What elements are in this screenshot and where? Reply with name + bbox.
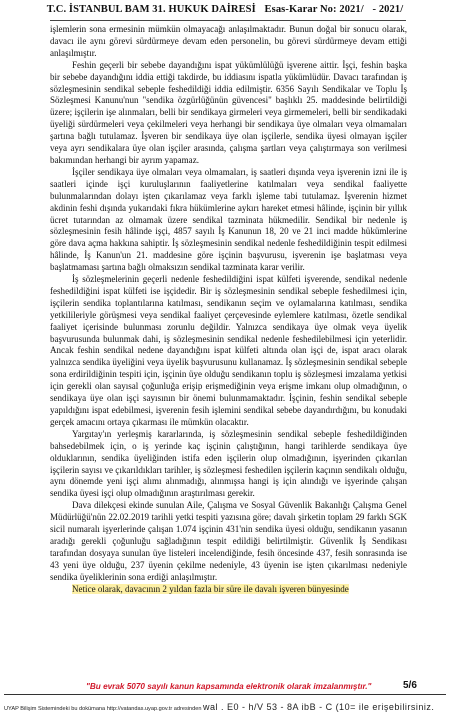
- footer-divider: [4, 694, 446, 695]
- paragraph: İşçiler sendikaya üye olmaları veya olmamaları, iş saatleri dışında veya işverenin izni ile iş saatleri içinde işçi kuruluşlarının faaliyetlerine katılmaları veya sendikal faaliyette bulunmalarından dolayı işten çıkarılamaz veya farklı işleme tabi tutulamaz. İşverenin hizmet akdinin feshi dışında yukarıdaki fıkra hükümlerine aykırı hareket etmesi hâlinde, işçinin bir yıllık ücret tutarından az olmamak üzere sendikal tazminata hükmedilir. Sendikal bir nedenle iş sözleşmesinin fesih hâlinde işçi, 4857 sayılı İş Kanunun 18, 20 ve 21 inci madde hükümlerine göre dava açma hakkına sahiptir. İş sözleşmesinin sendikal nedenle feshedildiğinin tespit edilmesi hâlinde, İş Kanun'un 21. maddesine göre işçinin başvurusu, işverenin işe başlatması veya başlatmaması şartına bağlı olmaksızın sendikal tazminata karar verilir.: [50, 166, 407, 273]
- paragraph: [50, 584, 407, 596]
- paragraph: işlemlerin sona ermesinin mümkün olmayacağı anlaşılmaktadır. Bunun doğal bir sonucu olarak, davacı ile aynı görevi sürdürmeye devam eden personelin, bu görevi sürdürmeye devam ettiği anlaşılmıştır.: [50, 24, 407, 58]
- esas-karar-number: Esas-Karar No: 2021/: [264, 4, 364, 15]
- paragraph: Feshin geçerli bir sebebe dayandığını ispat yükümlülüğü işverene aittir. İşçi, feshin başka bir sebebe dayandığını iddia ettiği takdirde, bu iddiasını ispatla yükümlüdür. Davacı tarafından iş sözleşmesinin sendikal sebeple feshedildiği iddia edilmiştir. 6356 Sayılı Sendikalar ve Toplu İş Sözleşmesi Kanunu'nun "sendika özgürlüğünün güvencesi" başlıklı 25. maddesinde belirtildiği üzere; işçilerin işe alınmaları, belli bir sendikaya girmeleri veya girmemeleri, belli bir sendikadaki üyeliği sürdürmeleri veya çekilmeleri veya herhangi bir sendikaya üye olmaları veya olmamaları şartına bağlı tutulamaz. İşveren bir sendikaya üye olan işçilerle, sendika üyesi olmayan işçiler veya ayrı sendikalara üye olan işçiler arasında, çalışma şartları veya çalıştırmaya son verilmesi bakımından herhangi bir ayrım yapamaz.: [50, 59, 407, 165]
- court-name: T.C. İSTANBUL BAM 31. HUKUK DAİRESİ: [46, 4, 256, 15]
- uyap-text: UYAP Bilişim Sistemindeki bu dokümana http://vatandas.uyap.gov.tr adresinden: [4, 706, 202, 712]
- karar-year: - 2021/: [372, 4, 404, 15]
- uyap-verification-line: [4, 702, 446, 714]
- highlighted-text: Netice olarak, davacının 2 yıldan fazla bir süre ile davalı işveren bünyesinde: [72, 583, 349, 594]
- e-signature-note: "Bu evrak 5070 sayılı kanun kapsamında elektronik olarak imzalanmıştır.": [86, 682, 372, 691]
- paragraph: Dava dilekçesi ekinde sunulan Aile, Çalışma ve Sosyal Güvenlik Bakanlığı Çalışma Genel Müdürlüğü'nün 22.02.2019 tarihli yetki tespiti yazısına göre; davalı şirketin toplam 29 farklı SGK sicil numaralı işyerlerinde çalışan 1.074 işçinin 431'nin sendika üyesi olduğu, sendikanın yasanın aradığı gerekli çoğunluğu sağladığının tespit edildiği belirtilmiştir. Güvenlik İş Sendikası tarafından dosyaya sunulan üye listeleri incelendiğinde, fesih öncesinde 437, fesih sonrasında ise 43 yeni üye olduğu, 237 üyenin çekilme nedeniyle, 43 üyenin ise işten çıkarılması nedeniyle sendika üyeliklerinin sona erdiği anlaşılmıştır.: [50, 500, 407, 582]
- paragraph: Yargıtay'ın yerleşmiş kararlarında, iş sözleşmesinin sendikal sebeple feshedildiğinden bahsedebilmek için, o iş yerinde kaç işçinin çalıştığının, hangi tarihlerde sendikaya üye olduklarının, sendika üyeliğinden istifa eden işçilerin olup olmadığının, işyerinden çıkarılan işçilerin sayısı ve çıkarıldıkları tarihler, iş sözleşmesi feshedilen işçilerin kaçının sendikalı olduğu, aynı dönemde yeni işçi alımı alınmadığı, alınmışsa hangi iş için alındığı ve işyerinde çalışan sendika üyesi işçi olup olmadığının araştırılması gerekir.: [50, 428, 407, 499]
- verification-code: wal . E0 - h/V 53 - 8A ibB - C (10= ile erişebilirsiniz.: [203, 702, 435, 712]
- header-divider: [50, 20, 406, 21]
- page-number: 5/6: [403, 680, 417, 691]
- document-header: [0, 4, 450, 15]
- document-body: [50, 24, 407, 596]
- paragraph: İş sözleşmelerinin geçerli nedenle feshedildiğini ispat külfeti işverende, sendikal nedenle feshedildiğini ispat külfeti ise işçidedir. Bir iş sözleşmesinin sendikal sebeple feshedilmesi için, işçilerin sendika toplantılarına katılması, sendikanın seçim ve oylamalarına katılması, sendika yetkilileriyle görüşmesi veya sendikal faaliyet çerçevesinde eylemlere katılması, özetle sendikal faaliyet içerisinde bulunması zorunlu değildir. Yalnızca sendikaya üye olmak veya üyelik başvurusunda bulunmak dahi, iş sözleşmesinin sendikal nedenle feshedilebilmesi için yeterlidir. Ancak feshin sendikal nedene dayandığını ispat külfeti altında olan işçi de, ispat aracı olarak yalnızca sendika üyeliğini veya üyelik başvurusunu kullanamaz. İş sözleşmesinin sendikal sebeple sona erdirildiğinin tespiti için, işçinin üye olduğu sendikanın toplu iş sözleşmesi imzalama yetkisi için gerekli olan sayısal çoğunluğa erişip erişmediğinin veya erişme imkanı olup olmadığının, o sendikaya üye olan işçi sayısının bir önemi bulunmamaktadır. İşçinin, feshin sendikal sebeple yapıldığını ispat edebilmesi, işverenin fesih işlemini sendikal sebebe dayandırdığını, bu konudaki gerçek amacını ortaya çıkarması ile mümkün olacaktır.: [50, 274, 407, 427]
